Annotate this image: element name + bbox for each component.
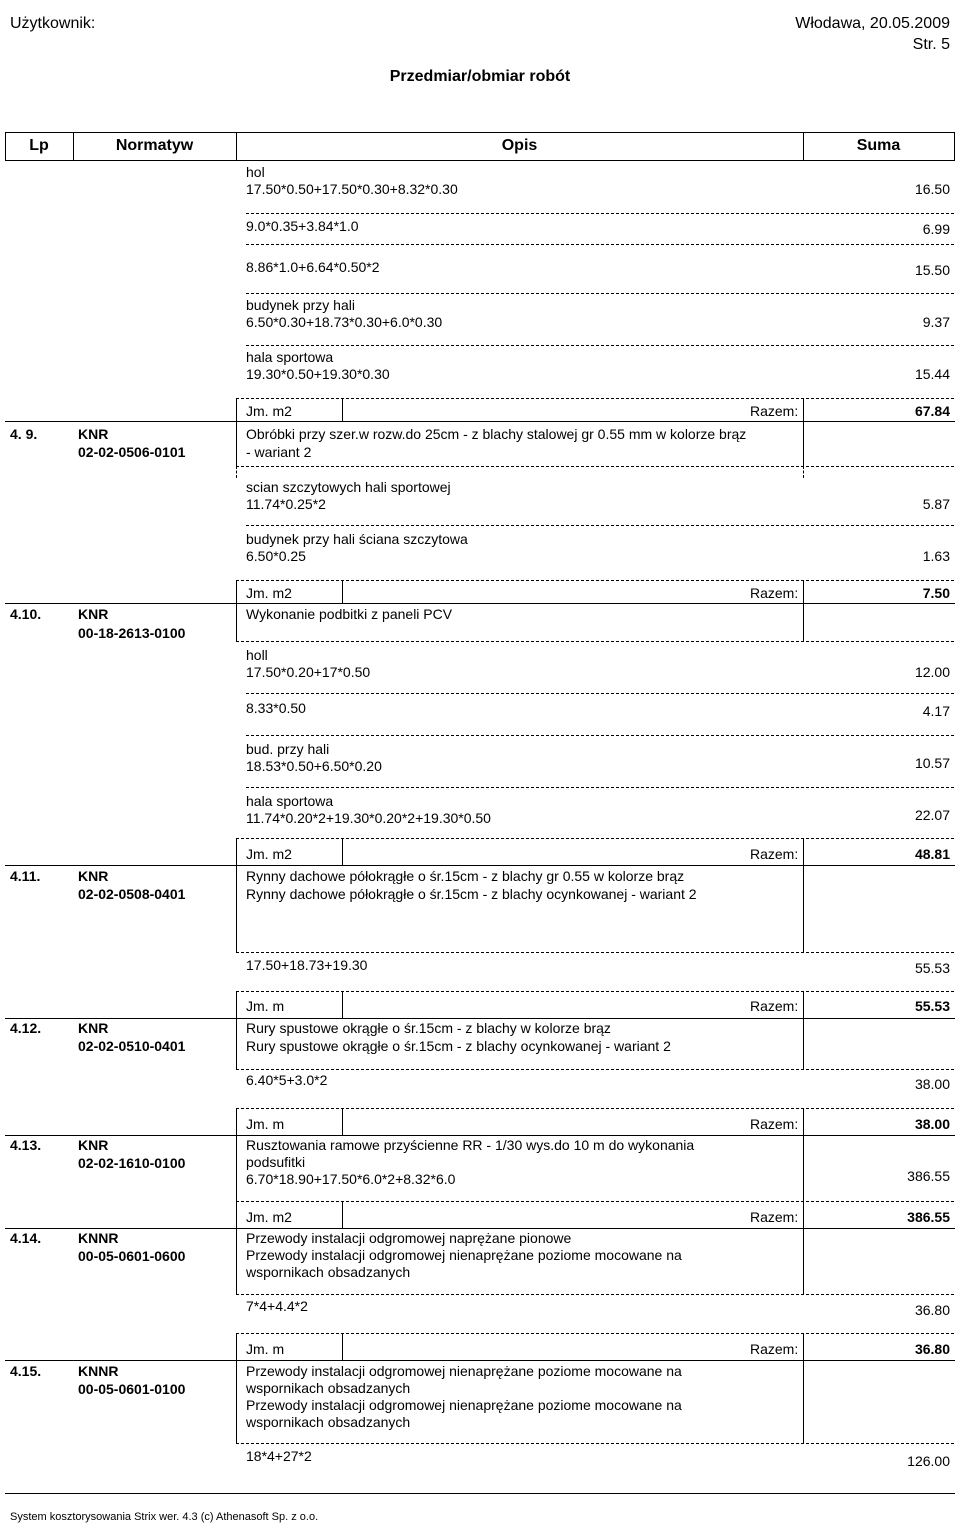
- item-catalog: KNR: [78, 1137, 109, 1153]
- item-lp: 4.10.: [10, 606, 42, 622]
- item-description: Przewody instalacji odgromowej naprężane pionowe: [246, 1230, 572, 1246]
- item-description: Przewody instalacji odgromowej nienaprężane poziome mocowane na: [246, 1363, 682, 1379]
- entry-formula: 6.40*5+3.0*2: [246, 1072, 328, 1088]
- entry-label: scian szczytowych hali sportowej: [246, 479, 451, 495]
- entry-formula: 17.50*0.50+17.50*0.30+8.32*0.30: [246, 181, 458, 197]
- entry-value: 126.00: [907, 1453, 950, 1469]
- entry-label: bud. przy hali: [246, 741, 330, 757]
- razem-label: Razem:: [750, 998, 799, 1014]
- entry-value: 55.53: [914, 960, 950, 976]
- unit-label: Jm. m: [246, 998, 285, 1014]
- item-catalog: KNNR: [78, 1363, 119, 1379]
- item-code: 00-05-0601-0100: [78, 1381, 186, 1397]
- item-description: Rury spustowe okrągłe o śr.15cm - z blachy ocynkowanej - wariant 2: [246, 1038, 671, 1054]
- item-code: 02-02-0510-0401: [78, 1038, 186, 1054]
- item-code: 02-02-0508-0401: [78, 886, 186, 902]
- user-label: Użytkownik:: [10, 15, 96, 32]
- page-number: Str. 5: [912, 36, 950, 53]
- entry-formula: 8.86*1.0+6.64*0.50*2: [246, 259, 380, 275]
- item-description: wspornikach obsadzanych: [246, 1414, 411, 1430]
- footer-text: System kosztorysowania Strix wer. 4.3 (c) Athenasoft Sp. z o.o.: [10, 1511, 319, 1523]
- entry-value: 4.17: [922, 703, 950, 719]
- unit-label: Jm. m: [246, 1341, 285, 1357]
- entry-formula: 17.50+18.73+19.30: [246, 957, 368, 973]
- razem-value: 7.50: [922, 585, 950, 601]
- unit-label: Jm. m2: [246, 403, 292, 419]
- entry-value: 16.50: [914, 181, 950, 197]
- entry-value: 15.44: [914, 366, 950, 382]
- razem-value: 386.55: [907, 1209, 950, 1225]
- entry-value: 38.00: [914, 1076, 950, 1092]
- column-header-opis: Opis: [501, 137, 538, 154]
- entry-label: hol: [246, 164, 265, 180]
- item-lp: 4.12.: [10, 1020, 42, 1036]
- entry-formula: 18.53*0.50+6.50*0.20: [246, 758, 382, 774]
- razem-label: Razem:: [750, 1116, 799, 1132]
- razem-value: 38.00: [914, 1116, 950, 1132]
- entry-value: 5.87: [922, 496, 950, 512]
- razem-value: 67.84: [914, 403, 950, 419]
- unit-label: Jm. m: [246, 1116, 285, 1132]
- item-catalog: KNNR: [78, 1230, 119, 1246]
- entry-formula: 6.50*0.25: [246, 548, 306, 564]
- entry-value: 9.37: [922, 314, 950, 330]
- entry-value: 386.55: [907, 1168, 950, 1184]
- entry-label: budynek przy hali: [246, 297, 355, 313]
- item-description: Wykonanie podbitki z paneli PCV: [246, 606, 453, 622]
- item-lp: 4.14.: [10, 1230, 42, 1246]
- entry-value: 6.99: [922, 221, 950, 237]
- item-code: 02-02-0506-0101: [78, 444, 186, 460]
- item-lp: 4.11.: [10, 868, 41, 884]
- entry-value: 1.63: [922, 548, 950, 564]
- razem-value: 55.53: [914, 998, 950, 1014]
- item-description: Przewody instalacji odgromowej nienaprężane poziome mocowane na: [246, 1397, 682, 1413]
- entry-value: 15.50: [914, 262, 950, 278]
- entry-value: 36.80: [914, 1302, 950, 1318]
- entry-formula: 6.50*0.30+18.73*0.30+6.0*0.30: [246, 314, 443, 330]
- entry-value: 12.00: [914, 664, 950, 680]
- entry-label: budynek przy hali ściana szczytowa: [246, 531, 468, 547]
- razem-value: 36.80: [914, 1341, 950, 1357]
- item-lp: 4.15.: [10, 1363, 42, 1379]
- unit-label: Jm. m2: [246, 846, 292, 862]
- item-catalog: KNR: [78, 1020, 109, 1036]
- entry-formula: 9.0*0.35+3.84*1.0: [246, 218, 359, 234]
- item-description: Rynny dachowe półokrągłe o śr.15cm - z blachy ocynkowanej - wariant 2: [246, 886, 697, 902]
- item-code: 00-18-2613-0100: [78, 625, 186, 641]
- page-title: Przedmiar/obmiar robót: [389, 68, 571, 85]
- entry-value: 22.07: [914, 807, 950, 823]
- entry-label: holl: [246, 647, 268, 663]
- item-catalog: KNR: [78, 868, 109, 884]
- entry-formula: 6.70*18.90+17.50*6.0*2+8.32*6.0: [246, 1171, 456, 1187]
- column-header-lp: Lp: [29, 137, 49, 154]
- item-catalog: KNR: [78, 606, 109, 622]
- razem-label: Razem:: [750, 1209, 799, 1225]
- razem-label: Razem:: [750, 1341, 799, 1357]
- item-code: 02-02-1610-0100: [78, 1155, 186, 1171]
- item-description: Rury spustowe okrągłe o śr.15cm - z blachy w kolorze brąz: [246, 1020, 611, 1036]
- entry-formula: 11.74*0.20*2+19.30*0.20*2+19.30*0.50: [246, 810, 491, 826]
- item-lp: 4.13.: [10, 1137, 42, 1153]
- item-code: 00-05-0601-0600: [78, 1248, 186, 1264]
- entry-formula: 18*4+27*2: [246, 1448, 312, 1464]
- item-description: wspornikach obsadzanych: [246, 1264, 411, 1280]
- column-header-suma: Suma: [856, 137, 901, 154]
- entry-formula: 19.30*0.50+19.30*0.30: [246, 366, 390, 382]
- razem-value: 48.81: [914, 846, 950, 862]
- item-description: wspornikach obsadzanych: [246, 1380, 411, 1396]
- item-lp: 4. 9.: [10, 426, 38, 442]
- entry-formula: 17.50*0.20+17*0.50: [246, 664, 371, 680]
- item-description: Rynny dachowe półokrągłe o śr.15cm - z blachy gr 0.55 w kolorze brąz: [246, 868, 685, 884]
- entry-value: 10.57: [914, 755, 950, 771]
- item-description: podsufitki: [246, 1154, 306, 1170]
- razem-label: Razem:: [750, 403, 799, 419]
- entry-formula: 7*4+4.4*2: [246, 1298, 308, 1314]
- item-description: - wariant 2: [246, 444, 312, 460]
- razem-label: Razem:: [750, 846, 799, 862]
- item-catalog: KNR: [78, 426, 109, 442]
- item-description: Przewody instalacji odgromowej nienaprężane poziome mocowane na: [246, 1247, 682, 1263]
- unit-label: Jm. m2: [246, 585, 292, 601]
- razem-label: Razem:: [750, 585, 799, 601]
- column-header-normatyw: Normatyw: [115, 137, 194, 154]
- entry-label: hala sportowa: [246, 793, 334, 809]
- place-date: Włodawa, 20.05.2009: [795, 15, 950, 32]
- item-description: Obróbki przy szer.w rozw.do 25cm - z blachy stalowej gr 0.55 mm w kolorze brąz: [246, 426, 747, 442]
- unit-label: Jm. m2: [246, 1209, 292, 1225]
- entry-formula: 8.33*0.50: [246, 700, 306, 716]
- entry-formula: 11.74*0.25*2: [246, 496, 326, 512]
- entry-label: hala sportowa: [246, 349, 334, 365]
- item-description: Rusztowania ramowe przyścienne RR - 1/30 wys.do 10 m do wykonania: [246, 1137, 695, 1153]
